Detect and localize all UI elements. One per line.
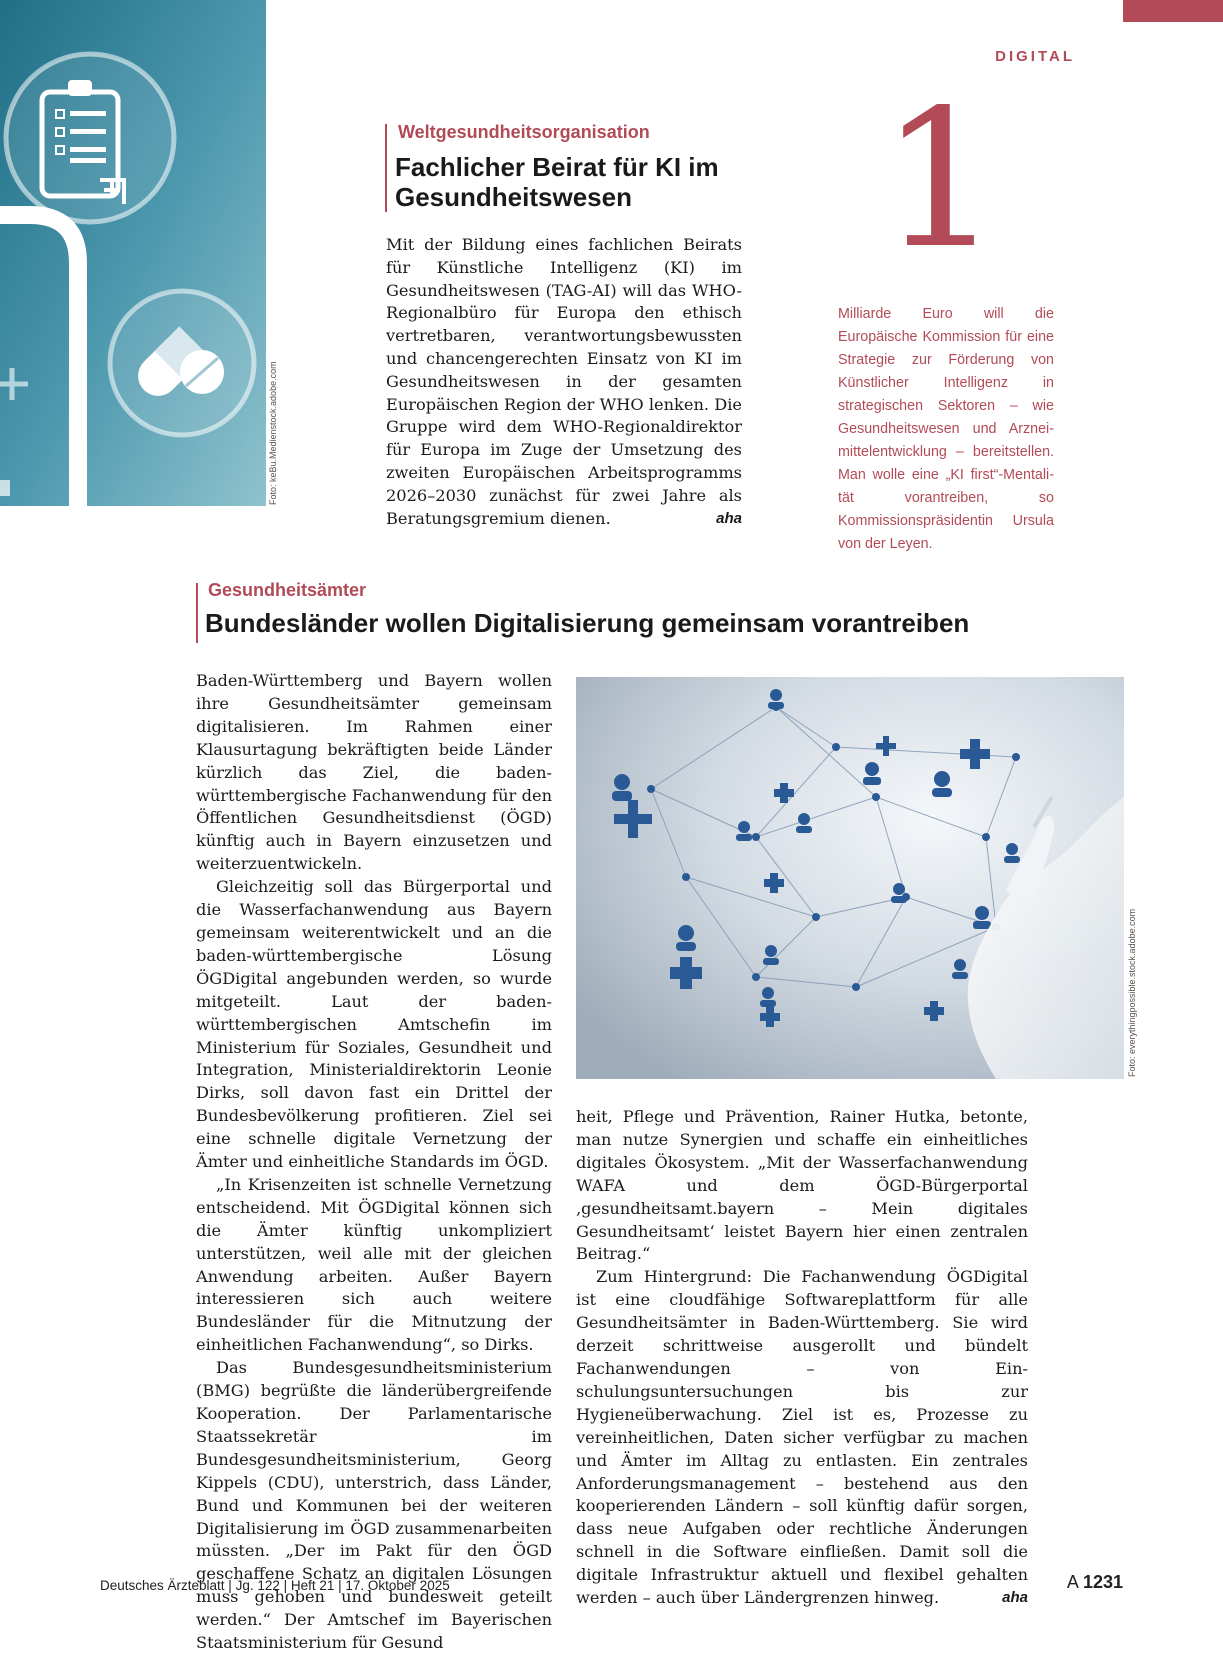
fact-number: 1 (880, 69, 1001, 290)
fact-text: Milliarde Euro will die Europäische Kommission für eine Strategie zur Förderung von Künstlicher Intelligenz in strategischen Sektoren – wie Gesundheitswesen und Arzneimittelentwicklung – bereitstellen. Man wolle eine „KI first“-Mentalität vorantreiben, so Kommissionspräsidentin Ursula von der Leyen. (838, 306, 1054, 552)
article2-paragraph: Das Bundesgesundheitsministerium (BMG) begrüßte die länderübergreifende Kooperation. Der Parlamentarische Staatssekretär im Bundesgesundheitsministerium, Georg Kippels (CDU), unterstrich, dass Länder, Bund und Kommunen bei der weiteren Digitalisierung im ÖGD zusammenarbeiten müssten. „Der im Pakt für den ÖGD geschaffene Schatz an digitalen Lösungen muss gehoben und bundesweit geteilt werden.“ Der Amtschef im Bayerischen Staatsministerium für Gesund (196, 1358, 552, 1653)
article2-title: Bundesländer wollen Digitalisierung gemeinsam vorantreiben (205, 608, 970, 638)
photo-credit: Foto: everythingpossible.stock.adobe.com (1127, 908, 1137, 1077)
network-photo (576, 677, 1124, 1079)
article1-body (386, 234, 742, 530)
article2-paragraph: „In Krisenzeiten ist schnelle Vernetzung entscheidend. Mit ÖGDigital können sich die Ämter künftig unkompliziert unterstützen, weil alle mit der gleichen Anwendung arbeiten. Außer Bayern interessieren sich auch weitere Bundesländer für die Mitnutzung der einheitlichen Fachanwendung“, so Dirks. (196, 1174, 552, 1355)
hero-photo-credit: Foto: keBu.Medienstock.adobe.com (268, 361, 278, 505)
article2-kicker-bar (196, 583, 198, 643)
article1-author: aha (716, 509, 742, 527)
accent-bar (1123, 0, 1223, 22)
article2-column-1 (196, 670, 552, 1655)
article2-kicker: Gesundheitsämter (208, 580, 367, 600)
footer-page-prefix: A (1066, 1572, 1078, 1592)
footer-journal: Deutsches Ärzteblatt | Jg. 122 | Heft 21 | 17. Oktober 2025 (100, 1578, 450, 1593)
section-label: DIGITAL (995, 48, 1075, 65)
clipboard-icon (6, 54, 174, 222)
article1-title: Fachlicher Beirat für KI im Gesundheitswesen (395, 152, 719, 212)
article2-paragraph-text: Zum Hintergrund: Die Fachanwendung ÖGDigital ist eine cloudfähige Softwareplattform für alle Gesundheitsämter in Baden-Württemberg. Sie wird derzeit schrittweise ausgerollt und bündelt Fachanwendungen – von Einschulungsuntersuchungen bis zur Hygieneüberwachung. Ziel ist es, Prozesse zu vereinheitlichen, Daten sicher verfügbar zu machen und Ämter im Alltag zu entlasten. Ein zentrales Anforderungsmanagement – bestehend aus den kooperierenden Ländern – soll künftig dafür sorgen, dass neue Aufgaben oder rechtliche Änderungen schnell in die Software einfließen. Damit soll die digitale Infrastruktur aktuell und flexibel gehalten werden – auch über Ländergrenzen hinweg. (576, 1267, 1028, 1608)
footer-page (1067, 1572, 1123, 1593)
article2-author: aha (1002, 1589, 1028, 1607)
article2-column-2 (576, 1106, 1028, 1610)
article1-body-text: Mit der Bildung eines fachlichen Beirats für Künstliche Intelligenz (KI) im Gesundheitswesen (TAG-AI) will das WHO-Regionalbüro für Europa den ethisch vertretbaren, verantwortungsbewussten und chancengerechten Einsatz von KI im Gesundheitswesen in der gesamten Europäischen Region der WHO lenken. Die Gruppe wird dem WHO-Regionaldirektor für Europa im Zuge der Umsetzung des zweiten Europäischen Arbeitsprogramms 2026–2030 zunächst für zwei Jahre als Beratungsgremium dienen. (386, 235, 742, 528)
hero-image (0, 0, 266, 506)
article1-kicker: Weltgesundheitsorganisation (398, 122, 650, 142)
article2-paragraph (576, 1266, 1028, 1610)
article2-paragraph: Gleichzeitig soll das Bürgerportal und die Wasserfachanwendung aus Bayern gemeinsam weiterentwickelt und an die baden-württembergische Lösung ÖGDigital angebunden werden, so wurde mitgeteilt. Laut der badenwürttembergischen Amtschefin im Ministerium für Soziales, Gesundheit und Integration, Ministerialdirektorin Leonie Dirks, soll davon fast ein Drittel der Bundesbevölkerung profitieren. Ziel sei eine schnelle digitale Vernetzung der Ämter und einheitliche Standards im ÖGD. (196, 877, 552, 1172)
article1-kicker-bar (385, 124, 387, 212)
pill-icon (110, 291, 254, 435)
article2-paragraph: Baden-Württemberg und Bayern wollen ihre Gesundheitsämter gemeinsam digitalisieren. Im Rahmen einer Klausurtagung bekräftigten beide Länder kürzlich das Ziel, die badenwürttembergische Fachanwendung für den Öffentlichen Gesundheitsdienst (ÖGD) künftig auch in Bayern einzusetzen und weiterzuentwickeln. (196, 671, 552, 874)
footer-page-number: 1231 (1082, 1572, 1123, 1592)
article2-paragraph: heit, Pflege und Prävention, Rainer Hutka, betonte, man nutze Synergien und schaffe ein einheitliches digitales Ökosystem. „Mit der Wasserfachanwendung WAFA und dem ÖGD-Bürgerportal ‚gesundheitsamt.bayern – Mein digitales Gesundheitsamt‘ leistet Bayern hier einen zentralen Beitrag.“ (576, 1107, 1028, 1264)
